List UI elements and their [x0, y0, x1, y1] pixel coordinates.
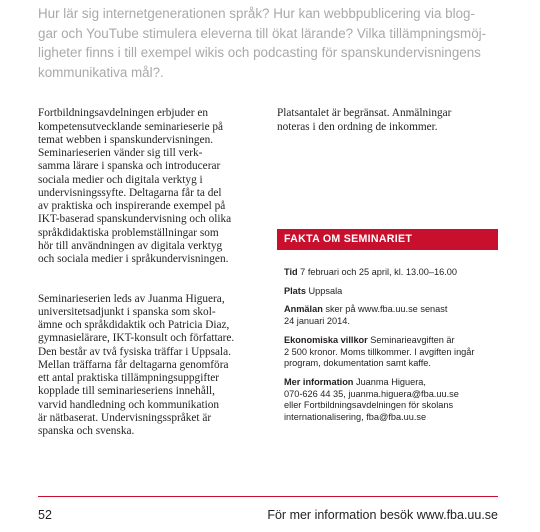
fact-more-info-label: Mer information	[284, 376, 354, 387]
facts-box	[277, 229, 498, 431]
footer-divider	[38, 496, 498, 497]
left-paragraph-1: Fortbildningsavdelningen erbjuder en kompetensutvecklande seminarieserie på temat webben i spanskundervisningen. Seminarieserien vänder sig till verk- samma lärare i spanska och introducerar sociala medier och digitala verktyg i undervisningssyfte. Deltagarna får ta del av praktiska och inspirerande exempel på IKT-baserad spanskundervisning och olika språkdidaktiska problemställningar som hör till användningen av digitala verktyg och sociala medier i språkundervisningen.	[38, 107, 232, 265]
facts-box-header: FAKTA OM SEMINARIET	[277, 229, 498, 250]
left-column	[38, 94, 274, 465]
fact-place	[284, 286, 492, 298]
fact-economic-terms-text: Seminarieavgiften är 2 500 kronor. Moms tillkommer. I avgiften ingår program, dokumentation samt kaffe.	[284, 334, 475, 369]
footer-more-info: För mer information besök www.fba.uu.se	[267, 508, 498, 522]
right-paragraph-1: Platsantalet är begränsat. Anmälningar noteras i den ordning de inkommer.	[277, 107, 452, 133]
facts-box-body	[277, 250, 498, 424]
fact-more-info-text: Juanma Higuera, 070-626 44 35, juanma.higuera@fba.uu.se eller Fortbildningsavdelningen för skolans internationalisering, fba@fba.uu.se	[284, 376, 459, 423]
intro-lead: Hur lär sig internetgenerationen språk? Hur kan webbpublicering via blog- gar och YouTube stimulera eleverna till ökat lärande? Vilka tillämpningsmöj- ligheter finns i till exempel wikis och podcasting för spanskundervisningens kommunikativa mål?.	[38, 6, 487, 80]
fact-time-label: Tid	[284, 267, 298, 277]
fact-time-text: 7 februari och 25 april, kl. 13.00–16.00	[297, 267, 457, 277]
fact-economic-terms	[284, 335, 492, 370]
page-number: 52	[38, 508, 52, 522]
fact-place-text: Uppsala	[305, 285, 343, 296]
left-paragraph-2: Seminarieserien leds av Juanma Higuera, universitetsadjunkt i spanska som skol- ämne och språkdidaktik och Patricia Diaz, gymnasielärare, IKT-konsult och författare. Den består av två fysiska träffar i Uppsala. Mellan träffarna får deltagarna genomföra ett antal praktiska tillämpningsuppgifter kopplade till seminarieseriens innehåll, varvid handledning och kommunikation är nätbaserat. Undervisningsspråket är spanska och svenska.	[38, 292, 235, 437]
fact-registration	[284, 304, 492, 327]
fact-registration-text: sker på www.fba.uu.se senast 24 januari 2014.	[284, 304, 448, 327]
fact-more-info	[284, 377, 492, 424]
fact-economic-terms-label: Ekonomiska villkor	[284, 334, 368, 345]
fact-registration-label: Anmälan	[284, 304, 323, 315]
right-column	[277, 94, 501, 160]
fact-place-label: Plats	[284, 285, 306, 296]
fact-time	[284, 267, 492, 279]
